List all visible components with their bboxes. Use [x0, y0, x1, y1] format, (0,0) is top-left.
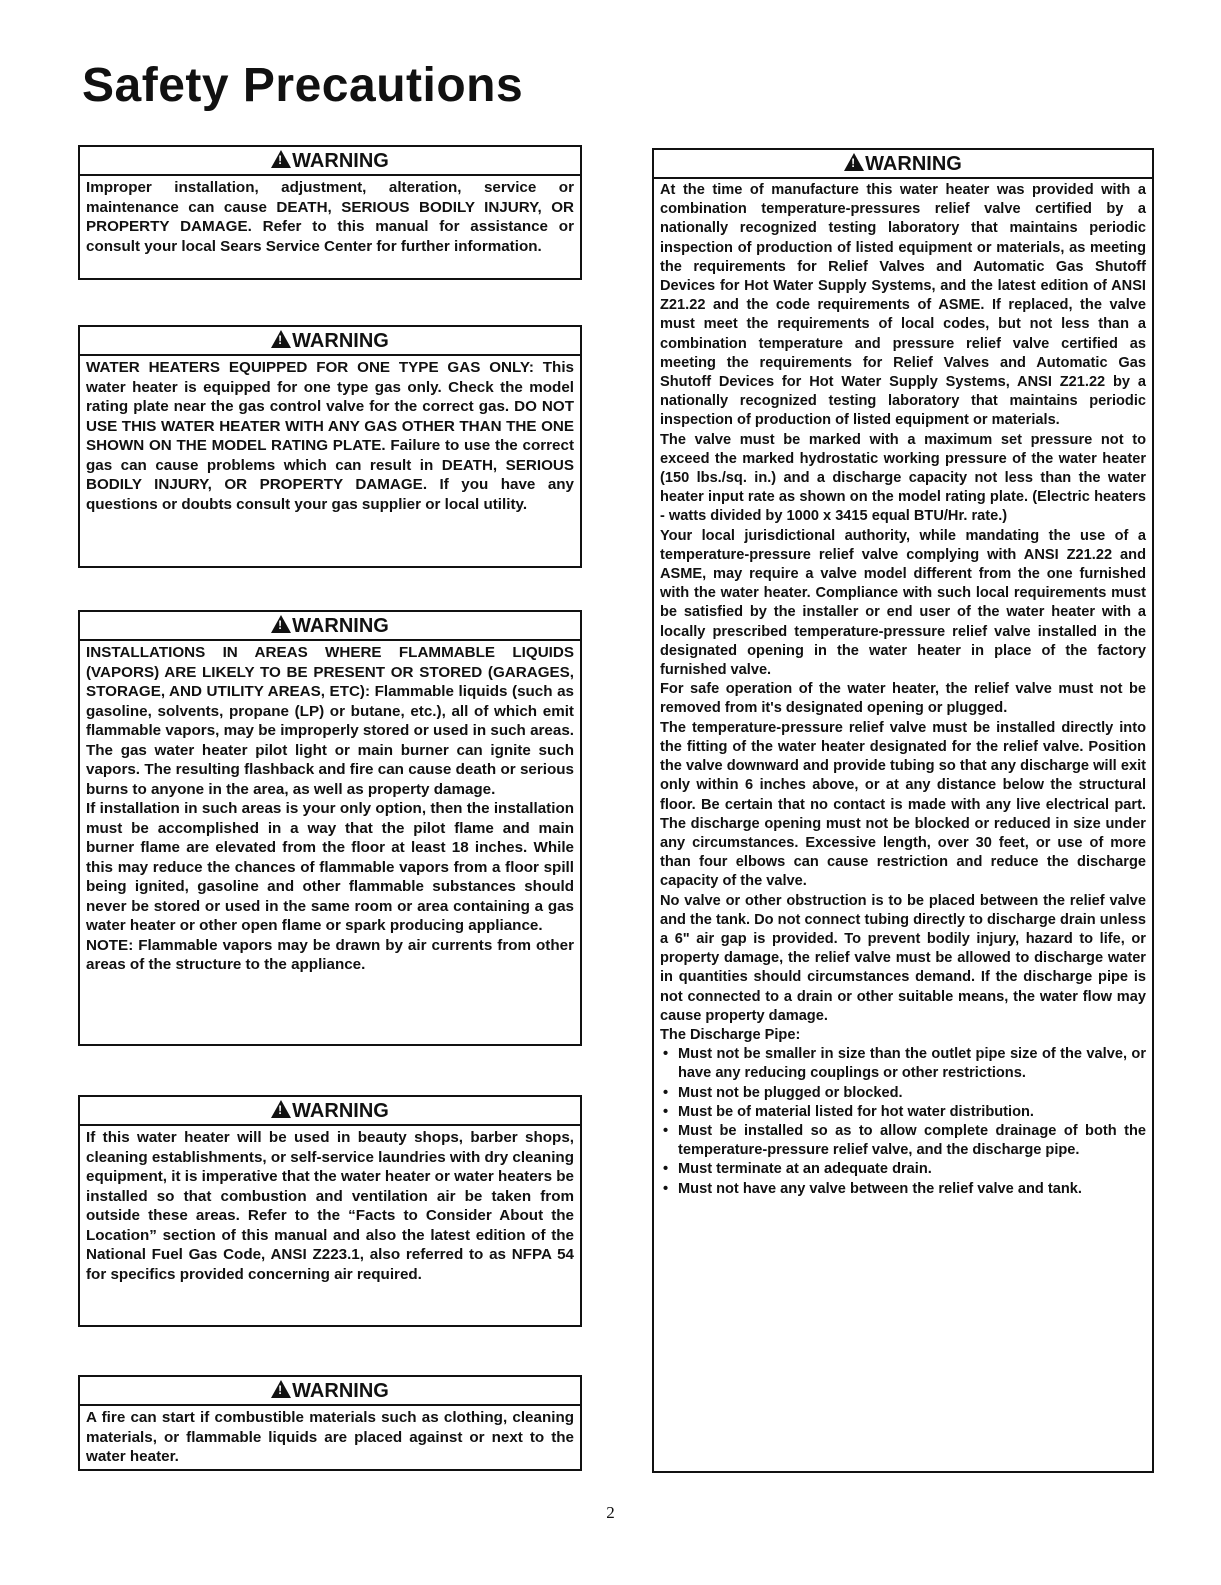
warning-paragraph: Improper installation, adjustment, alteration, service or maintenance can cause DEATH, SERIOUS BODILY INJURY, OR PROPERTY DAMAGE. Refer to this manual for assistance or consult your local Sears Service Center for further information. — [86, 179, 574, 255]
warning-heading-label: WARNING — [292, 150, 389, 172]
warning-heading — [80, 612, 580, 641]
warning-heading-label: WARNING — [292, 615, 389, 637]
warning-triangle-icon — [271, 150, 291, 168]
warning-box-gas-type — [78, 325, 582, 568]
warning-heading — [654, 150, 1152, 179]
warning-heading — [80, 147, 580, 176]
warning-paragraph: WATER HEATERS EQUIPPED FOR ONE TYPE GAS ONLY: This water heater is equipped for one type gas only. Check the model rating plate near the gas control valve for the correct gas. DO NOT USE THIS WATER HEATER WITH ANY GAS OTHER THAN THE ONE SHOWN ON THE MODEL RATING PLATE. Failure to use the correct gas can cause problems which can result in DEATH, SERIOUS BODILY INJURY, OR PROPERTY DAMAGE. If you have any questions or doubts consult your gas supplier or local utility. — [86, 359, 574, 513]
warning-paragraph: The temperature-pressure relief valve must be installed directly into the fitting of the water heater designated for the relief valve. Position the valve downward and provide tubing so that any discharge will exit only within 6 inches above, or at any distance below the structural floor. Be certain that no contact is made with any live electrical part. The discharge opening must not be blocked or reduced in size under any circumstances. Excessive length, over 30 feet, or use of more than four elbows can cause restriction and reduce the discharge capacity of the valve. — [660, 719, 1146, 890]
list-item: • Must not be smaller in size than the outlet pipe size of the valve, or have any reducing couplings or other restrictions. — [660, 1045, 1146, 1083]
page-title: Safety Precautions — [82, 59, 524, 112]
warning-heading-label: WARNING — [292, 330, 389, 352]
warning-paragraph: If this water heater will be used in beauty shops, barber shops, cleaning establishments, or self-service laundries with dry cleaning equipment, it is imperative that the water heater or water heaters be installed so that combustion and ventilation air be taken from outside these areas. Refer to the “Facts to Consider About the Location” section of this manual and also the latest edition of the National Fuel Gas Code, ANSI Z223.1, also referred to as NFPA 54 for specifics provided concerning air required. — [86, 1129, 574, 1283]
warning-body — [80, 641, 580, 979]
warning-box-installation — [78, 145, 582, 280]
warning-body — [80, 1406, 580, 1471]
warning-triangle-icon — [271, 1380, 291, 1398]
warning-paragraph: A fire can start if combustible materials such as clothing, cleaning materials, or flammable liquids are placed against or next to the water heater. — [86, 1409, 574, 1465]
warning-box-relief-valve — [652, 148, 1154, 1473]
warning-body — [80, 356, 580, 518]
list-item: • Must not be plugged or blocked. — [660, 1084, 1146, 1103]
warning-paragraph: Your local jurisdictional authority, while mandating the use of a temperature-pressure relief valve complying with ANSI Z21.22 and ASME, may require a valve model different from the one furnished with the water heater. Compliance with such local requirements must be satisfied by the installer or end user of the water heater with a locally prescribed temperature-pressure relief valve installed in the designated opening in the water heater in place of the factory furnished valve. — [660, 527, 1146, 679]
list-item: • Must be of material listed for hot water distribution. — [660, 1103, 1146, 1122]
warning-paragraph: No valve or other obstruction is to be placed between the relief valve and the tank. Do not connect tubing directly to discharge drain unless a 6" air gap is provided. To prevent bodily injury, hazard to life, or property damage, the relief valve must be allowed to discharge water in quantities should circumstances demand. If the discharge pipe is not connected to a drain or other suitable means, the water flow may cause property damage. — [660, 892, 1146, 1024]
warning-paragraph: INSTALLATIONS IN AREAS WHERE FLAMMABLE LIQUIDS (VAPORS) ARE LIKELY TO BE PRESENT OR STORED (GARAGES, STORAGE, AND UTILITY AREAS, ETC): Flammable liquids (such as gasoline, solvents, propane (LP) or butane, etc.), all of which emit flammable vapors, may be improperly stored or used in such areas. The gas water heater pilot light or main burner can ignite such vapors. The resulting flashback and fire can cause death or serious burns to anyone in the area, as well as property damage. — [86, 644, 574, 798]
warning-heading-label: WARNING — [292, 1380, 389, 1402]
warning-body — [80, 1126, 580, 1288]
warning-triangle-icon — [844, 153, 864, 171]
warning-paragraph: At the time of manufacture this water heater was provided with a combination temperature-pressures relief valve certified by a nationally recognized testing laboratory that maintains periodic inspection of production of listed equipment or materials, as meeting the requirements for Relief Valves and Automatic Gas Shutoff Devices for Hot Water Supply Systems, and the latest edition of ANSI Z21.22 and the code requirements of ASME. If replaced, the valve must meet the requirements of local codes, but not less than a combination temperature and pressure relief valve certified as meeting the requirements for Relief Valves and Automatic Gas Shutoff Devices for Hot Water Supply Systems, ANSI Z21.22 by a nationally recognized testing laboratory that maintains periodic inspection of production of listed equipment or materials. — [660, 182, 1146, 429]
warning-paragraph: The valve must be marked with a maximum set pressure not to exceed the marked hydrostatic working pressure of the water heater (150 lbs./sq. in.) and a discharge capacity not less than the water heater input rate as shown on the model rating plate. (Electric heaters - watts divided by 1000 x 3415 equal BTU/Hr. rate.) — [660, 431, 1146, 525]
warning-box-flammable-areas — [78, 610, 582, 1046]
warning-heading-label: WARNING — [292, 1100, 389, 1122]
warning-paragraph: For safe operation of the water heater, the relief valve must not be removed from it's designated opening or plugged. — [660, 681, 1146, 717]
warning-note: NOTE: Flammable vapors may be drawn by air currents from other areas of the structure to the appliance. — [86, 936, 574, 973]
warning-triangle-icon — [271, 615, 291, 633]
warning-triangle-icon — [271, 1100, 291, 1118]
warning-heading — [80, 1377, 580, 1406]
warning-body — [654, 179, 1152, 1203]
warning-body — [80, 176, 580, 260]
warning-heading-label: WARNING — [865, 153, 962, 175]
list-item: • Must terminate at an adequate drain. — [660, 1160, 1146, 1179]
warning-box-fire-combustibles — [78, 1375, 582, 1471]
list-item: • Must be installed so as to allow complete drainage of both the temperature-pressure relief valve, and the discharge pipe. — [660, 1122, 1146, 1160]
warning-heading — [80, 1097, 580, 1126]
warning-paragraph: If installation in such areas is your only option, then the installation must be accomplished in a way that the pilot flame and main burner flame are elevated from the floor at least 18 inches. While this may reduce the chances of flammable vapors from a floor spill being ignited, gasoline and other flammable substances should never be stored or used in the same room or area containing a gas water heater or other open flame or spark producing appliance. — [86, 800, 574, 934]
page-number: 2 — [606, 1503, 615, 1522]
discharge-pipe-heading: The Discharge Pipe: — [660, 1026, 801, 1043]
list-item: • Must not have any valve between the relief valve and tank. — [660, 1180, 1146, 1199]
discharge-pipe-requirements — [660, 1045, 1146, 1199]
warning-triangle-icon — [271, 330, 291, 348]
warning-heading — [80, 327, 580, 356]
warning-box-beauty-shops — [78, 1095, 582, 1327]
